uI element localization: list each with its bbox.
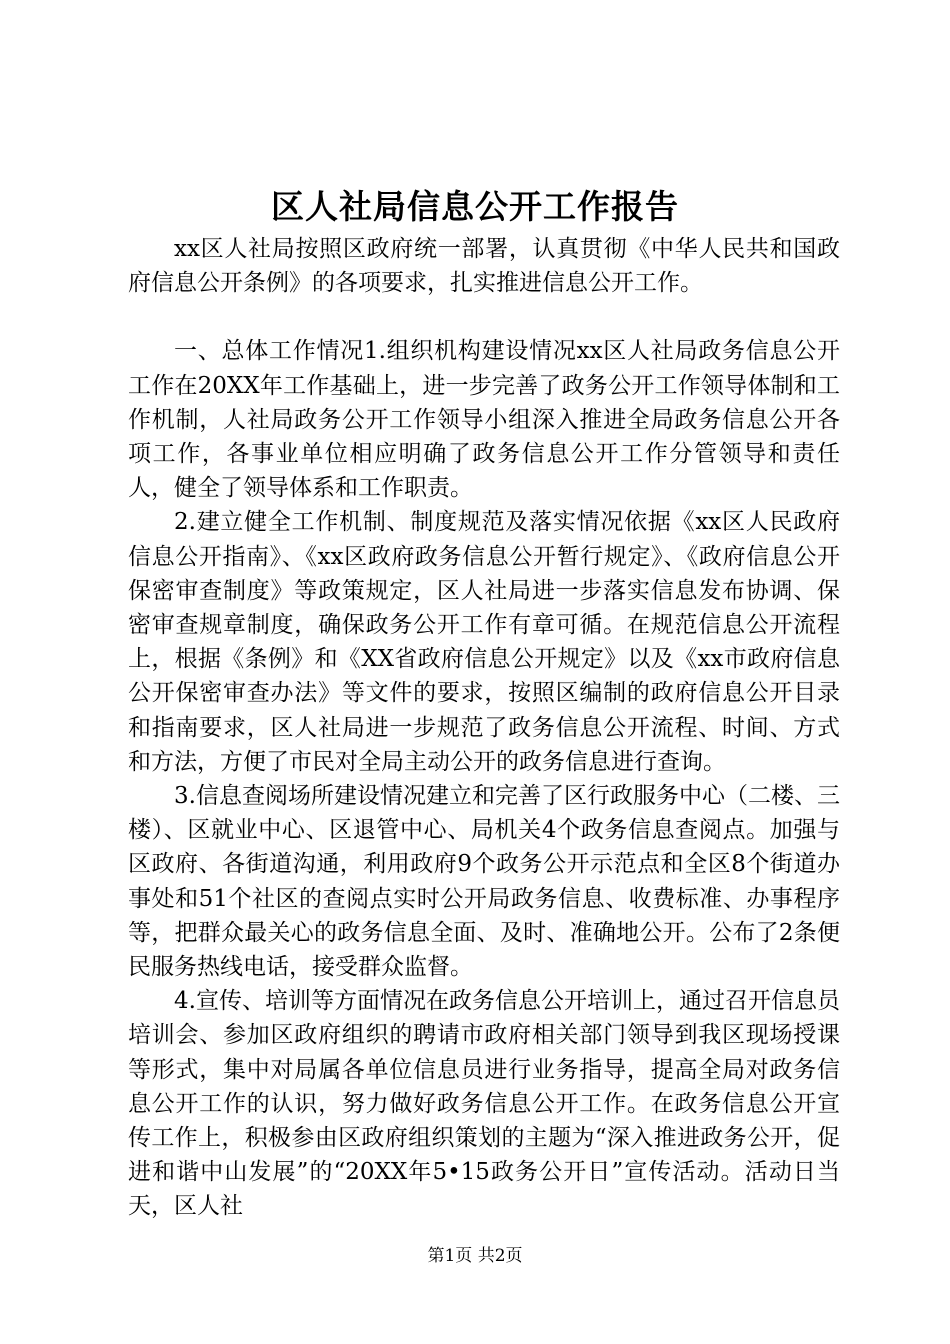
- body-paragraph: 2.建立健全工作机制、制度规范及落实情况依据《xx区人民政府信息公开指南》、《xx区政府政务信息公开暂行规定》、《政府信息公开保密审查制度》等政策规定，区人社局进一步落实信息发布协调、保密审查规章制度，确保政务公开工作有章可循。在规范信息公开流程上，根据《条例》和《XX省政府信息公开规定》以及《xx市政府信息公开保密审查办法》等文件的要求，按照区编制的政府信息公开目录和指南要求，区人社局进一步规范了政务信息公开流程、时间、方式和方法，方便了市民对全局主动公开的政务信息进行查询。: [128, 509, 840, 775]
- document-title: 区人社局信息公开工作报告: [271, 187, 679, 226]
- paragraph-spacer: [128, 300, 840, 334]
- body-paragraph: 4.宣传、培训等方面情况在政务信息公开培训上，通过召开信息员培训会、参加区政府组织的聘请市政府相关部门领导到我区现场授课等形式，集中对局属各单位信息员进行业务指导，提高全局对政务信息公开工作的认识，努力做好政务信息公开工作。在政务信息公开宣传工作上，积极参由区政府组织策划的主题为“深入推进政务公开，促进和谐中山发展”的“20XX年5•15政务公开日”宣传活动。活动日当天，区人社: [128, 988, 840, 1220]
- body-paragraph: 一、总体工作情况1.组织机构建设情况xx区人社局政务信息公开工作在20XX年工作基础上，进一步完善了政务公开工作领导体制和工作机制，人社局政务公开工作领导小组深入推进全局政务信息公开各项工作，各事业单位相应明确了政务信息公开工作分管领导和责任人，健全了领导体系和工作职责。: [128, 338, 840, 502]
- intro-paragraph: xx区人社局按照区政府统一部署，认真贯彻《中华人民共和国政府信息公开条例》的各项要求，扎实推进信息公开工作。: [128, 236, 840, 297]
- body-paragraph: 3.信息查阅场所建设情况建立和完善了区行政服务中心（二楼、三楼）、区就业中心、区退管中心、局机关4个政务信息查阅点。加强与区政府、各街道沟通，利用政府9个政务公开示范点和全区8个街道办事处和51个社区的查阅点实时公开局政务信息、收费标准、办事程序等，把群众最关心的政务信息全面、及时、准确地公开。公布了2条便民服务热线电话，接受群众监督。: [128, 783, 840, 981]
- document-body: [128, 232, 840, 1224]
- page-number-footer: 第1页 共2页: [427, 1246, 523, 1266]
